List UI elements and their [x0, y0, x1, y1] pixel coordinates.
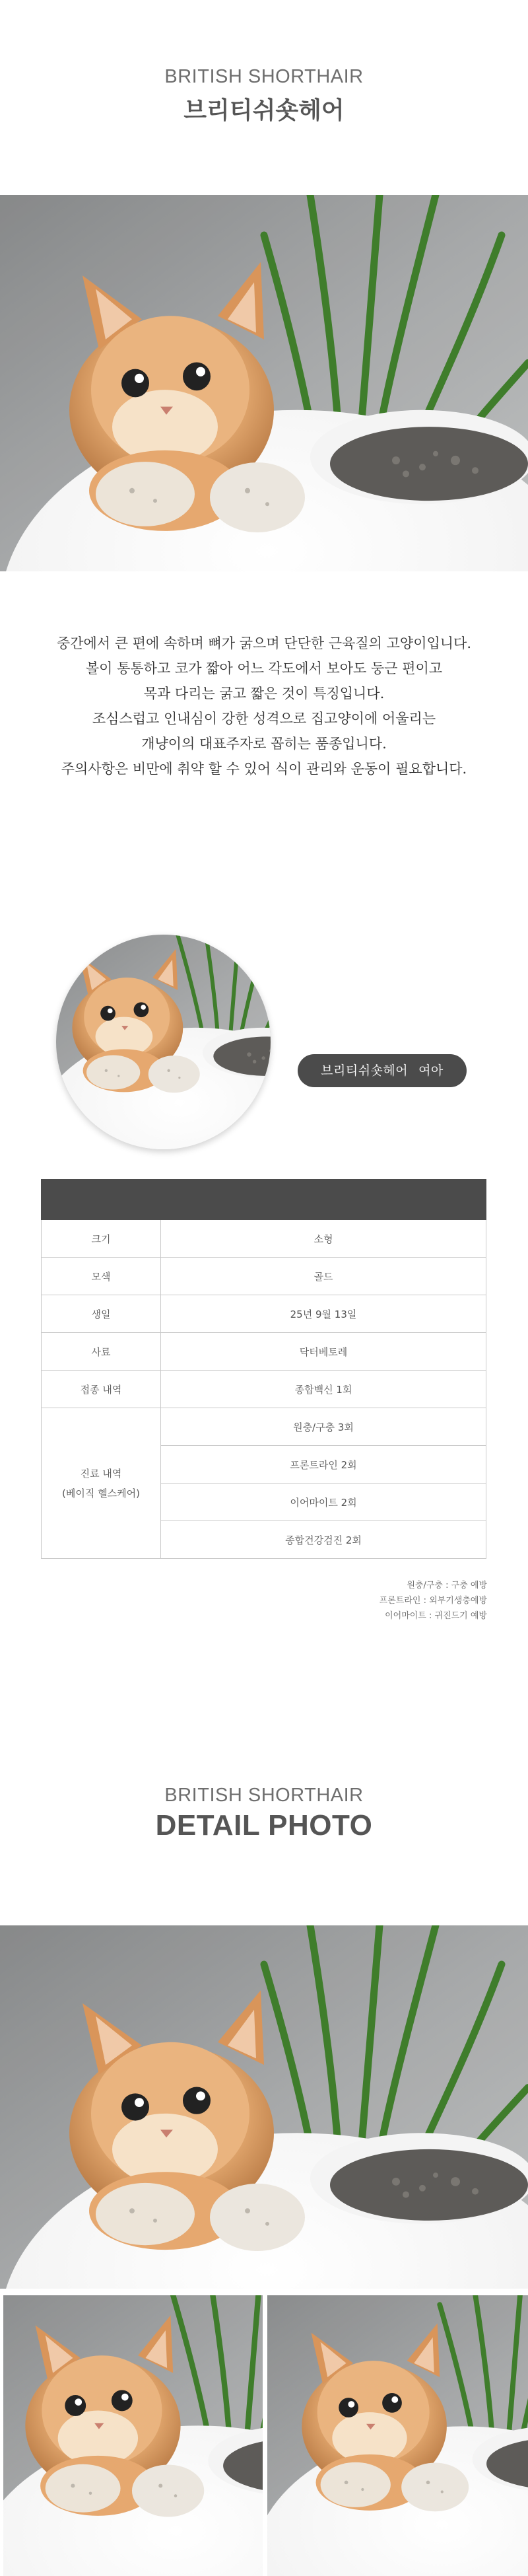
description-line: 중간에서 큰 편에 속하며 뼈가 굵으며 단단한 근육질의 고양이입니다. — [56, 635, 472, 651]
row-value: 25년 9월 13일 — [161, 1295, 486, 1333]
row-label: 접종 내역 — [42, 1371, 161, 1408]
description-line: 목과 다리는 굵고 짧은 것이 특징입니다. — [143, 686, 385, 701]
detail-title-block — [0, 1785, 528, 1842]
medical-label-line: 진료 내역 — [80, 1467, 122, 1480]
table-header-cell — [161, 1180, 486, 1220]
note-line: 이어마이트 : 귀진드기 예방 — [385, 1611, 487, 1621]
row-value: 닥터베토레 — [161, 1333, 486, 1371]
table-row — [42, 1371, 486, 1408]
medical-label-line: (베이직 헬스케어) — [62, 1487, 140, 1499]
breed-title-english: BRITISH SHORTHAIR — [164, 66, 364, 87]
hero-photo — [0, 195, 528, 571]
medical-item: 원충/구충 3회 — [161, 1408, 486, 1446]
breed-title-korean: 브리티쉬숏헤어 — [183, 97, 345, 124]
table-row — [42, 1220, 486, 1258]
table-row — [42, 1408, 486, 1446]
table-row — [42, 1295, 486, 1333]
description-line: 조심스럽고 인내심이 강한 성격으로 집고양이에 어울리는 — [92, 711, 436, 727]
medical-history-label — [42, 1408, 161, 1559]
description-line: 볼이 통통하고 코가 짧아 어느 각도에서 보아도 둥근 편이고 — [85, 661, 443, 676]
medical-item: 이어마이트 2회 — [161, 1484, 486, 1521]
table-header-cell — [42, 1180, 161, 1220]
detail-title-english: BRITISH SHORTHAIR — [164, 1785, 364, 1806]
kitten-name-badge — [298, 1054, 467, 1087]
row-value: 종합백신 1회 — [161, 1371, 486, 1408]
note-line: 원충/구충 : 구충 예방 — [407, 1581, 487, 1591]
row-label: 생일 — [42, 1295, 161, 1333]
row-label: 사료 — [42, 1333, 161, 1371]
table-row — [42, 1258, 486, 1295]
description-line: 주의사항은 비만에 취약 할 수 있어 식이 관리와 운동이 필요합니다. — [61, 761, 467, 777]
row-value: 소형 — [161, 1220, 486, 1258]
medical-notes — [380, 1578, 487, 1624]
row-value: 골드 — [161, 1258, 486, 1295]
detail-photo-right — [267, 2295, 528, 2576]
header-title-block — [0, 66, 528, 125]
table-header-row — [42, 1180, 486, 1220]
row-label: 모색 — [42, 1258, 161, 1295]
detail-photo-title: DETAIL PHOTO — [155, 1809, 373, 1842]
sex-label: 여아 — [418, 1063, 444, 1078]
kitten-profile-photo — [56, 935, 271, 1149]
description-line: 개냥이의 대표주자로 꼽히는 품종입니다. — [141, 736, 387, 752]
kitten-info-table — [41, 1179, 486, 1559]
medical-item: 프론트라인 2회 — [161, 1446, 486, 1484]
medical-item: 종합건강검진 2회 — [161, 1521, 486, 1559]
detail-photo-large — [0, 1925, 528, 2289]
breed-name: 브리티쉬숏헤어 — [321, 1063, 409, 1078]
detail-photo-left — [3, 2295, 263, 2576]
table-row — [42, 1333, 486, 1371]
breed-description — [0, 631, 528, 781]
note-line: 프론트라인 : 외부기생충예방 — [379, 1596, 487, 1606]
row-label: 크기 — [42, 1220, 161, 1258]
